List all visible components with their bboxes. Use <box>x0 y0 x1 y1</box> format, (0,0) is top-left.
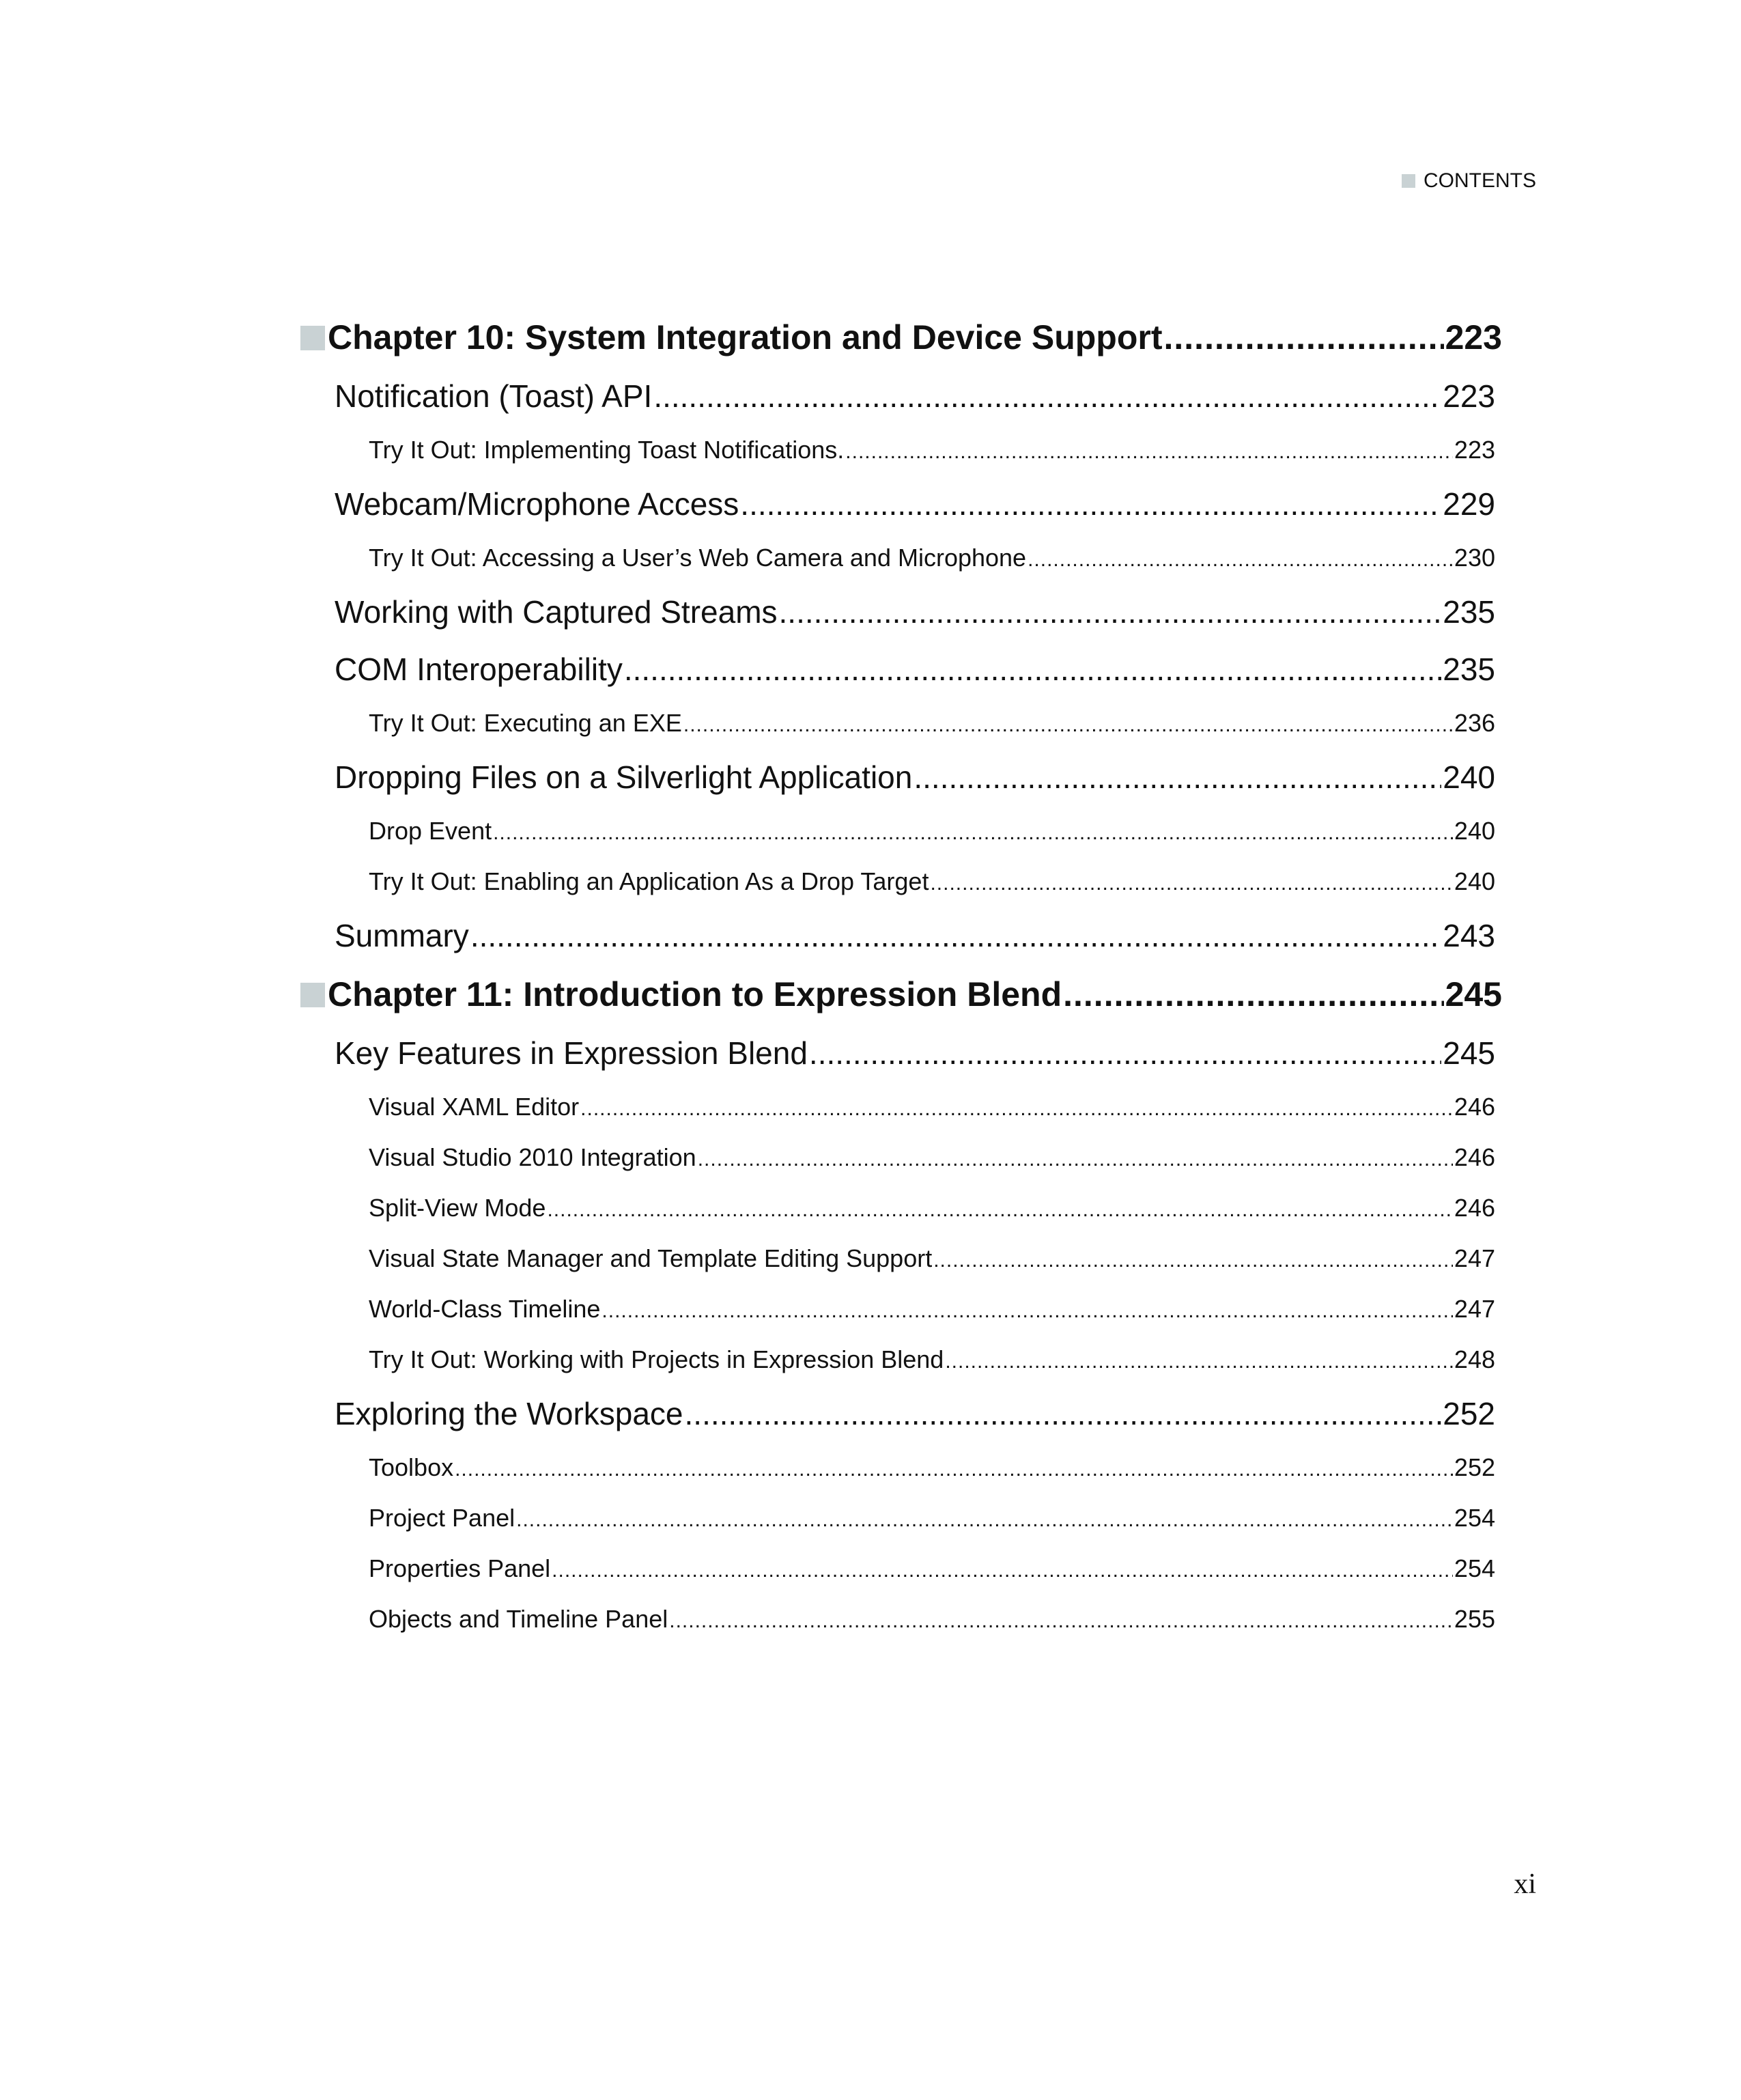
toc-entry-title: Try It Out: Working with Projects in Expression Blend <box>369 1345 944 1373</box>
toc-entry-title: Toolbox <box>369 1453 454 1481</box>
toc-entry[interactable] <box>300 1082 1502 1132</box>
toc-entry-page: 247 <box>1454 1295 1495 1323</box>
toc-entry-title: Project Panel <box>369 1504 515 1532</box>
dot-leader <box>779 583 1442 641</box>
toc-entry-title: Chapter 10: System Integration and Device Support <box>328 318 1163 356</box>
toc-entry[interactable] <box>300 856 1502 907</box>
toc-entry[interactable] <box>300 307 1502 367</box>
toc-entry[interactable] <box>300 1442 1502 1493</box>
toc-entry-title: Webcam/Microphone Access <box>335 486 739 522</box>
toc-entry-title: Visual Studio 2010 Integration <box>369 1143 696 1171</box>
dot-leader <box>845 425 1453 477</box>
dot-leader <box>653 367 1441 425</box>
toc-entry-page: 245 <box>1443 1035 1495 1071</box>
toc-entry[interactable] <box>300 1132 1502 1183</box>
dot-leader <box>914 748 1441 806</box>
toc-entry-page: 230 <box>1454 544 1495 572</box>
dot-leader <box>683 698 1453 751</box>
toc-entry-page: 248 <box>1454 1345 1495 1373</box>
toc-entry[interactable] <box>300 583 1502 641</box>
toc-entry-page: 223 <box>1454 436 1495 464</box>
toc-entry-title: Split-View Mode <box>369 1194 546 1222</box>
toc-entry-title: Summary <box>335 918 469 953</box>
toc-entry[interactable] <box>300 1233 1502 1284</box>
dot-leader <box>624 641 1441 698</box>
toc-entry-page: 252 <box>1443 1396 1495 1431</box>
dot-leader <box>669 1594 1453 1647</box>
toc-entry-page: 246 <box>1454 1194 1495 1222</box>
toc-entry-title: COM Interoperability <box>335 652 623 687</box>
toc-entry-page: 235 <box>1443 652 1495 687</box>
dot-leader <box>930 856 1452 909</box>
toc-entry-title: Key Features in Expression Blend <box>335 1035 808 1071</box>
toc-entry-title: Working with Captured Streams <box>335 594 778 630</box>
dot-leader <box>1028 533 1453 585</box>
toc-entry-page: 245 <box>1445 975 1502 1013</box>
dot-leader <box>547 1183 1452 1235</box>
running-header <box>1402 169 1536 193</box>
toc-entry-page: 229 <box>1443 486 1495 522</box>
toc-entry-page: 236 <box>1454 709 1495 737</box>
dot-leader <box>516 1493 1453 1545</box>
toc-entry[interactable] <box>300 1284 1502 1334</box>
toc-entry-title: Visual XAML Editor <box>369 1093 580 1121</box>
toc-entry-page: 252 <box>1454 1453 1495 1481</box>
header-label: CONTENTS <box>1424 169 1536 192</box>
toc-entry[interactable] <box>300 748 1502 806</box>
toc-entry[interactable] <box>300 698 1502 748</box>
dot-leader <box>1063 964 1443 1024</box>
toc-entry-title: Try It Out: Accessing a User’s Web Camera and Microphone <box>369 544 1027 572</box>
toc-entry[interactable] <box>300 1334 1502 1385</box>
toc-entry-title: Try It Out: Implementing Toast Notifications. <box>369 436 845 464</box>
table-of-contents <box>300 307 1502 1644</box>
toc-entry[interactable] <box>300 1493 1502 1543</box>
toc-entry[interactable] <box>300 533 1502 583</box>
toc-entry[interactable] <box>300 806 1502 856</box>
toc-entry-page: 240 <box>1454 817 1495 845</box>
dot-leader <box>601 1284 1453 1336</box>
toc-entry-page: 247 <box>1454 1244 1495 1272</box>
toc-entry-title: Chapter 11: Introduction to Expression Blend <box>328 975 1062 1013</box>
toc-entry[interactable] <box>300 367 1502 425</box>
toc-entry-title: World-Class Timeline <box>369 1295 601 1323</box>
toc-entry[interactable] <box>300 425 1502 475</box>
dot-leader <box>933 1233 1453 1286</box>
toc-entry[interactable] <box>300 1183 1502 1233</box>
chapter-square-icon <box>300 326 325 350</box>
toc-entry-page: 243 <box>1443 918 1495 953</box>
toc-entry[interactable] <box>300 907 1502 964</box>
toc-entry[interactable] <box>300 1385 1502 1442</box>
toc-entry[interactable] <box>300 964 1502 1024</box>
dot-leader <box>740 475 1441 533</box>
dot-leader <box>945 1334 1453 1387</box>
dot-leader <box>493 806 1453 858</box>
toc-entry-page: 235 <box>1443 594 1495 630</box>
dot-leader <box>1164 307 1444 367</box>
toc-entry[interactable] <box>300 1543 1502 1594</box>
toc-entry[interactable] <box>300 475 1502 533</box>
toc-entry-page: 240 <box>1454 867 1495 895</box>
toc-entry-page: 246 <box>1454 1093 1495 1121</box>
toc-entry-page: 246 <box>1454 1143 1495 1171</box>
toc-entry-page: 223 <box>1443 378 1495 414</box>
toc-entry[interactable] <box>300 1024 1502 1082</box>
toc-entry-title: Notification (Toast) API <box>335 378 653 414</box>
dot-leader <box>698 1132 1453 1185</box>
toc-entry[interactable] <box>300 1594 1502 1644</box>
toc-entry-title: Objects and Timeline Panel <box>369 1605 668 1633</box>
toc-entry[interactable] <box>300 641 1502 698</box>
toc-entry-title: Dropping Files on a Silverlight Application <box>335 759 913 795</box>
toc-entry-title: Properties Panel <box>369 1554 551 1582</box>
chapter-square-icon <box>300 983 325 1007</box>
dot-leader <box>685 1385 1442 1442</box>
dot-leader <box>809 1024 1441 1082</box>
toc-entry-title: Visual State Manager and Template Editing Support <box>369 1244 933 1272</box>
dot-leader <box>470 907 1441 964</box>
dot-leader <box>552 1543 1453 1596</box>
toc-entry-page: 255 <box>1454 1605 1495 1633</box>
toc-entry-page: 223 <box>1445 318 1502 356</box>
toc-entry-title: Try It Out: Enabling an Application As a Drop Target <box>369 867 929 895</box>
header-square-icon <box>1402 174 1415 188</box>
toc-entry-title: Drop Event <box>369 817 492 845</box>
toc-entry-page: 240 <box>1443 759 1495 795</box>
toc-entry-page: 254 <box>1454 1554 1495 1582</box>
dot-leader <box>455 1442 1453 1495</box>
toc-entry-title: Exploring the Workspace <box>335 1396 683 1431</box>
dot-leader <box>580 1082 1453 1134</box>
page-number: xi <box>1514 1868 1536 1900</box>
toc-entry-page: 254 <box>1454 1504 1495 1532</box>
toc-entry-title: Try It Out: Executing an EXE <box>369 709 682 737</box>
